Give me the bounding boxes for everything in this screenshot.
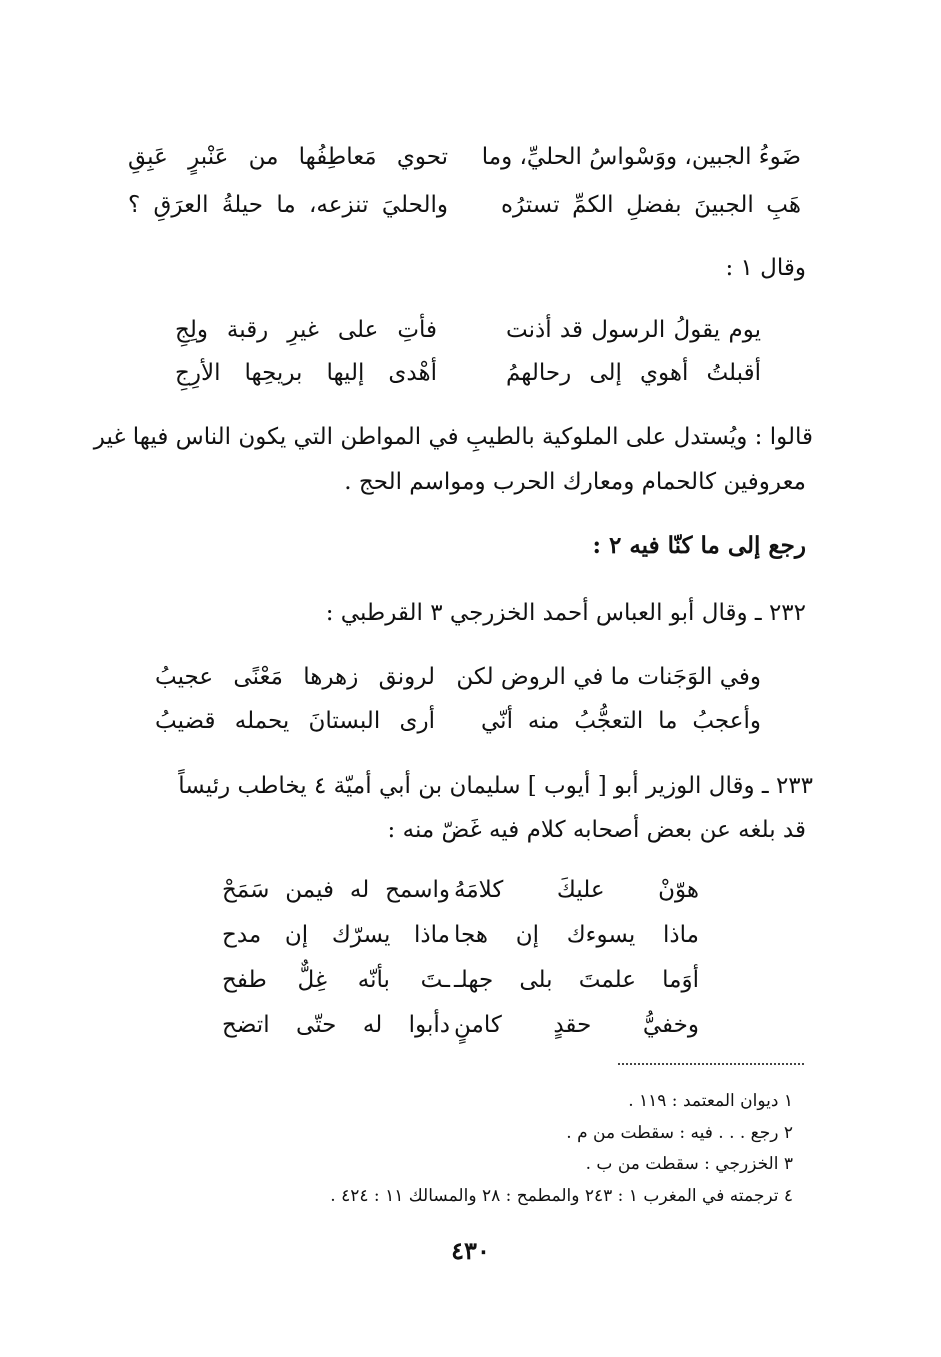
poem4-line2-second-hemistich: ماذا يسرّك إن مدح (222, 922, 450, 948)
poem4-line4-first-hemistich: وخفيُّ حقدٍ كامنٍ (454, 1012, 699, 1038)
poem1-line2-first-hemistich: هَبِ الجبينَ بفضلِ الكمِّ تسترُه (501, 192, 801, 218)
intro-said: وقال ١ : (725, 255, 806, 281)
poem3-line2-second-hemistich: أرى البستانَ يحمله قضيبُ (155, 708, 435, 734)
poem3-line1-second-hemistich: لرونق زهرها مَعْنًى عجيبُ (155, 664, 435, 690)
entry-233-line-2: قد بلغه عن بعض أصحابه كلام فيه غَضّ منه : (387, 817, 806, 843)
poem4-line1-second-hemistich: واسمح له فيمن سَمَحْ (222, 877, 450, 903)
poem4-line4-second-hemistich: دأبوا له حتّى اتضح (222, 1012, 450, 1038)
section-heading: رجع إلى ما كنّا فيه ٢ : (592, 532, 806, 559)
poem4-line3-second-hemistich: ـتَ بأنّه غِلٌّ طفح (222, 967, 450, 993)
poem1-line1-second-hemistich: تحوي مَعاطِفُها من عَنْبرٍ عَبِقِ (128, 144, 448, 170)
poem1-line2-second-hemistich: والحليَ تنزعه، ما حيلةُ العرَقِ ؟ (128, 192, 448, 218)
footnote-separator (618, 1063, 804, 1065)
poem2-line1-first-hemistich: يوم يقولُ الرسول قد أذنت (506, 317, 761, 343)
poem1-line1-first-hemistich: ضَوءُ الجبين، ووَسْواسُ الحليِّ، وما (481, 144, 801, 170)
page-number: ٤٣٠ (451, 1236, 490, 1265)
footnote-4: ٤ ترجمته في المغرب ١ : ٢٤٣ والمطمح : ٢٨ والمسالك ١١ : ٤٢٤ . (330, 1186, 793, 1206)
footnote-3: ٣ الخزرجي : سقطت من ب . (585, 1154, 793, 1174)
poem2-line2-first-hemistich: أقبلتُ أهوي إلى رحالهمُ (506, 360, 761, 386)
poem2-line1-second-hemistich: فأتِ على غيرِ رقبة ولِجِ (175, 317, 437, 343)
poem3-line1-first-hemistich: وفي الوَجَنات ما في الروض لكن (456, 664, 761, 690)
prose-line-1: قالوا : ويُستدل على الملوكية بالطيبِ في المواطن التي يكون الناس فيها غير (93, 424, 813, 450)
prose-line-2: معروفين كالحمام ومعارك الحرب ومواسم الحج . (344, 469, 806, 495)
poem3-line2-first-hemistich: وأعجبُ ما التعجُّبُ منه أنّي (481, 708, 761, 734)
poem4-line2-first-hemistich: ماذا يسوءك إن هجا (454, 922, 699, 948)
poem4-line1-first-hemistich: هوّنْ عليكَ كلامَهُ (454, 877, 699, 903)
entry-233-line-1: ٢٣٣ ـ وقال الوزير أبو [ أيوب ] سليمان بن أبي أميّة ٤ يخاطب رئيساً (178, 773, 813, 799)
poem4-line3-first-hemistich: أوَما علمتَ بلى جهلـ (454, 967, 699, 993)
entry-232-title: ٢٣٢ ـ وقال أبو العباس أحمد الخزرجي ٣ القرطبي : (325, 600, 806, 626)
poem2-line2-second-hemistich: أهْدى إليها بريحِها الأرِجِ (175, 360, 437, 386)
footnote-1: ١ ديوان المعتمد : ١١٩ . (628, 1091, 793, 1111)
footnote-2: ٢ رجع . . . فيه : سقطت من م . (566, 1123, 793, 1143)
